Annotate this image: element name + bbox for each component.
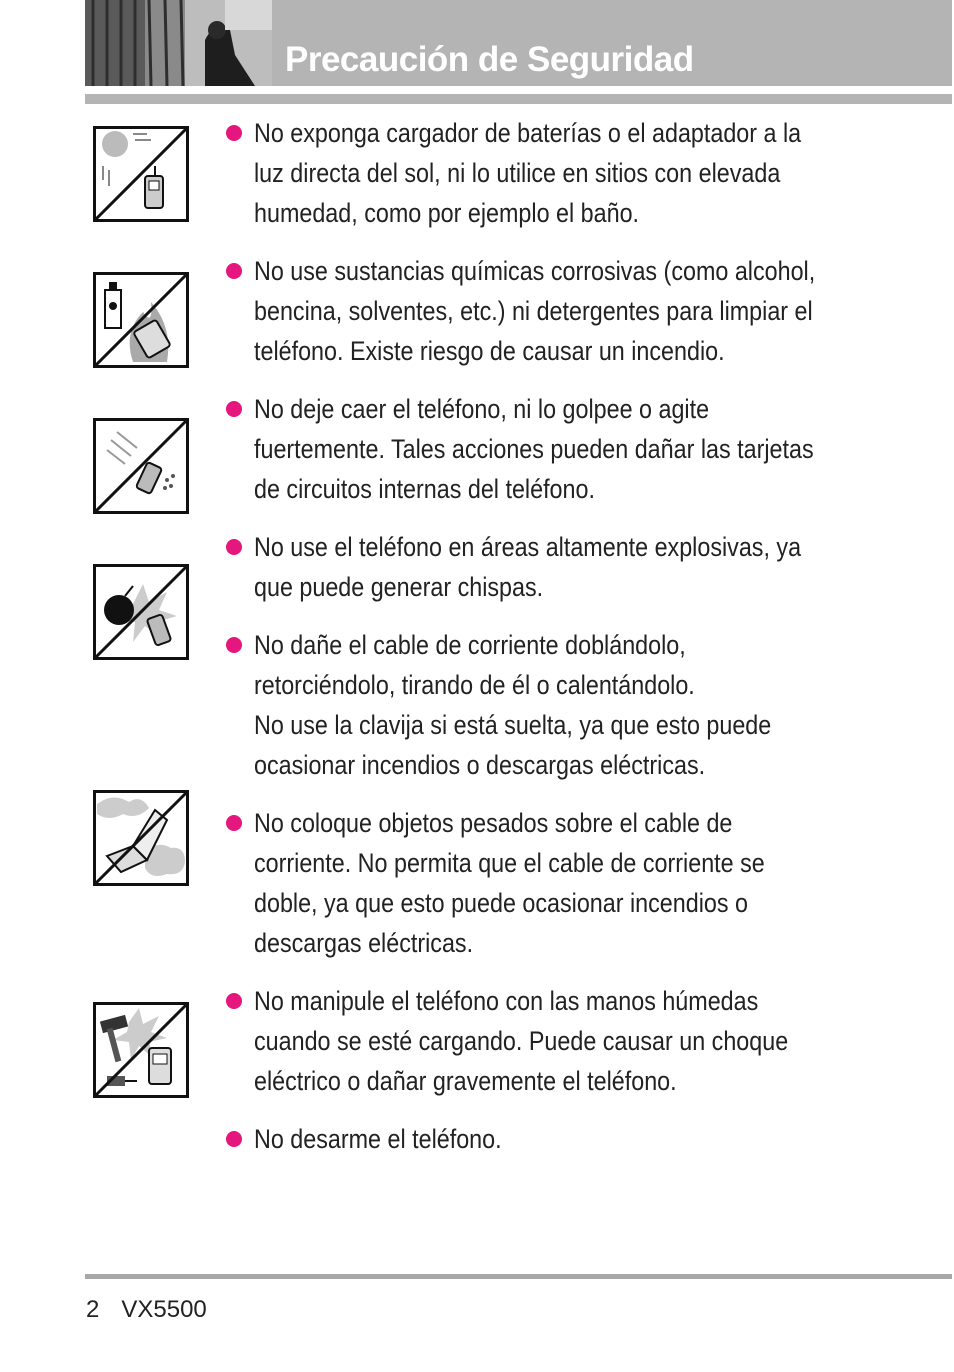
- page-title: Precaución de Seguridad: [285, 40, 694, 79]
- list-item-text: No manipule el teléfono con las manos húmedas cuando se esté cargando. Puede causar un choque eléctrico o dañar gravemente el teléfono.: [254, 986, 789, 1096]
- list-item-text: No use sustancias químicas corrosivas (como alcohol, bencina, solventes, etc.) ni detergentes para limpiar el teléfono. Existe riesgo de causar un incendio.: [254, 256, 816, 366]
- footer-divider: [85, 1274, 952, 1279]
- bullet-icon: [226, 1131, 242, 1147]
- bullet-icon: [226, 815, 242, 831]
- list-item-text: No coloque objetos pesados sobre el cable de corriente. No permita que el cable de corriente se doble, ya que esto puede ocasionar incendios o descargas eléctricas.: [254, 808, 765, 958]
- footer: [86, 1296, 229, 1324]
- list-item-text: No deje caer el teléfono, ni lo golpee o agite fuertemente. Tales acciones pueden dañar las tarjetas de circuitos internas del teléfono.: [254, 394, 814, 504]
- model-name: VX5500: [121, 1296, 207, 1323]
- no-drop-phone-icon: [93, 418, 189, 514]
- no-disassemble-icon: [93, 1002, 189, 1098]
- list-item-text: No exponga cargador de baterías o el adaptador a la luz directa del sol, ni lo utilice en sitios con elevada humedad, como por ejemplo el baño.: [254, 118, 802, 228]
- no-explosive-areas-icon: [93, 564, 189, 660]
- list-item-text: No dañe el cable de corriente doblándolo, retorciéndolo, tirando de él o calentándolo. No use la clavija si está suelta, ya que esto puede ocasionar incendios o descargas eléctricas.: [254, 630, 772, 780]
- bullet-icon: [226, 637, 242, 653]
- no-sun-humidity-icon: [93, 126, 189, 222]
- page-number: 2: [86, 1296, 100, 1323]
- list-item: [226, 113, 876, 233]
- bullet-icon: [226, 539, 242, 555]
- list-item: [226, 981, 876, 1101]
- bullet-icon: [226, 993, 242, 1009]
- list-item-text: No desarme el teléfono.: [254, 1124, 502, 1154]
- header-divider: [85, 94, 952, 104]
- header-photo: [85, 0, 272, 86]
- list-item: [226, 803, 876, 963]
- no-chemicals-icon: [93, 272, 189, 368]
- list-item: [226, 389, 876, 509]
- list-item-text: No use el teléfono en áreas altamente explosivas, ya que puede generar chispas.: [254, 532, 802, 602]
- list-item: [226, 251, 876, 371]
- bullet-icon: [226, 401, 242, 417]
- no-heavy-objects-icon: [93, 790, 189, 886]
- bullet-icon: [226, 125, 242, 141]
- list-item: [226, 527, 876, 607]
- list-item: [226, 625, 876, 785]
- bullet-icon: [226, 263, 242, 279]
- list-item: [226, 1119, 876, 1159]
